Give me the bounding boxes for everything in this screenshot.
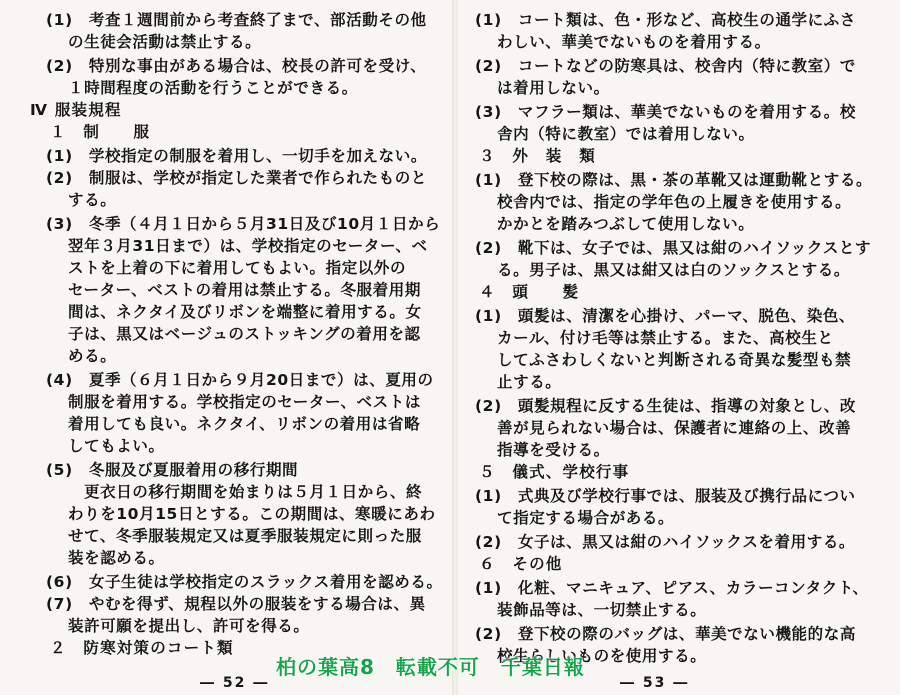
text-line: (1) 化粧、マニキュア、ピアス、カラーコンタクト、	[475, 579, 869, 597]
text-line: (1) 頭髪は、清潔を心掛け、パーマ、脱色、染色、	[475, 307, 856, 325]
text-line: (1) 考査１週間前から考査終了まで、部活動その他	[46, 11, 427, 29]
text-line: カール、付け毛等は禁止する。また、高校生と	[497, 329, 834, 347]
text-line: してもよい。	[68, 437, 165, 455]
text-line: 着用しても良い。ネクタイ、リボンの着用は省略	[68, 415, 421, 433]
subsection-heading: ５ 儀式、学校行事	[479, 463, 630, 481]
text-line: 装を認める。	[68, 549, 165, 567]
text-line: は着用しない。	[497, 79, 610, 97]
text-line: 翌年３月31日まで）は、学校指定のセーター、ベ	[68, 237, 428, 255]
text-line: かかとを踏みつぶして使用しない。	[497, 215, 755, 233]
right-page	[455, 0, 900, 695]
text-line: (1) コート類は、色・形など、高校生の通学にふさ	[475, 11, 856, 29]
page-number: ― 52 ―	[200, 675, 270, 691]
text-line: (3) 冬季（４月１日から５月31日及び10月１日から	[46, 215, 441, 233]
text-line: 校舎内では、指定の学年色の上履きを使用する。	[497, 193, 852, 211]
text-line: (4) 夏季（６月１日から９月20日まで）は、夏用の	[46, 371, 434, 389]
text-line: ストを上着の下に着用してもよい。指定以外の	[68, 259, 407, 277]
text-line: する。	[68, 191, 117, 209]
subsection-heading: ４ 頭 髪	[479, 283, 580, 301]
text-line: 間は、ネクタイ及びリボンを端整に着用する。女	[68, 303, 422, 321]
text-line: 校生らしいものを使用する。	[497, 647, 707, 665]
text-line: (1) 学校指定の制服を着用し、一切手を加えない。	[46, 147, 427, 165]
text-line: (2) 制服は、学校が指定した業者で作られたものと	[46, 169, 427, 187]
text-line: １時間程度の活動を行うことができる。	[68, 79, 358, 97]
text-line: る。男子は、黒又は紺又は白のソックスとする。	[497, 261, 850, 279]
text-line: 装飾品等は、一切禁止する。	[497, 601, 707, 619]
subsection-heading: ６ その他	[479, 555, 563, 573]
text-line: 更衣日の移行期間を始まりは５月１日から、終	[84, 483, 423, 501]
section-heading: Ⅳ 服装規程	[30, 101, 122, 119]
text-line: 指導を受ける。	[497, 441, 610, 459]
text-line: 善が見られない場合は、保護者に連絡の上、改善	[497, 419, 852, 437]
text-line: セーター、ベストの着用は禁止する。冬服着用期	[68, 281, 421, 299]
text-line: (7) やむを得ず、規程以外の服装をする場合は、異	[46, 595, 426, 613]
text-line: て指定する場合がある。	[497, 509, 675, 527]
subsection-heading: １ 制 服	[50, 123, 151, 141]
text-line: してふさわしくないと判断される奇異な髪型も禁	[497, 351, 852, 369]
text-line: (2) 頭髪規程に反する生徒は、指導の対象とし、改	[475, 397, 856, 415]
text-line: (2) 女子は、黒又は紺のハイソックスを着用する。	[475, 533, 856, 551]
text-line: 止する。	[497, 373, 562, 391]
watermark-caption: 柏の葉高8 転載不可 千葉日報	[276, 655, 585, 679]
text-line: (6) 女子生徒は学校指定のスラックス着用を認める。	[46, 573, 443, 591]
text-line: 装許可願を提出し、許可を得る。	[68, 617, 310, 635]
text-line: (2) 靴下は、女子では、黒又は紺のハイソックスとす	[475, 239, 872, 257]
text-line: せて、冬季服装規定又は夏季服装規定に則った服	[68, 527, 422, 545]
text-line: わしい、華美でないものを着用する。	[497, 33, 771, 51]
text-line: の生徒会活動は禁止する。	[68, 33, 262, 51]
text-line: 舎内（特に教室）では着用しない。	[497, 125, 755, 143]
text-line: (2) 登下校の際のバッグは、華美でない機能的な高	[475, 625, 856, 643]
subsection-heading: ２ 防寒対策のコート類	[50, 639, 234, 657]
text-line: (2) 特別な事由がある場合は、校長の許可を受け、	[46, 57, 427, 75]
text-line: (2) コートなどの防寒具は、校舎内（特に教室）で	[475, 57, 856, 75]
text-line: 制服を着用する。学校指定のセーター、ベストは	[68, 393, 421, 411]
subsection-heading: ３ 外 装 類	[479, 147, 596, 165]
text-line: (3) マフラー類は、華美でないものを着用する。校	[475, 103, 856, 121]
text-line: わりを10月15日とする。この期間は、寒暖にあわ	[68, 505, 436, 523]
text-line: める。	[68, 347, 117, 365]
text-line: (1) 登下校の際は、黒・茶の革靴又は運動靴とする。	[475, 171, 873, 189]
text-line: (1) 式典及び学校行事では、服装及び携行品につい	[475, 487, 856, 505]
page-number: ― 53 ―	[620, 675, 690, 691]
text-line: (5) 冬服及び夏服着用の移行期間	[46, 461, 299, 479]
text-line: 子は、黒又はベージュのストッキングの着用を認	[68, 325, 421, 343]
